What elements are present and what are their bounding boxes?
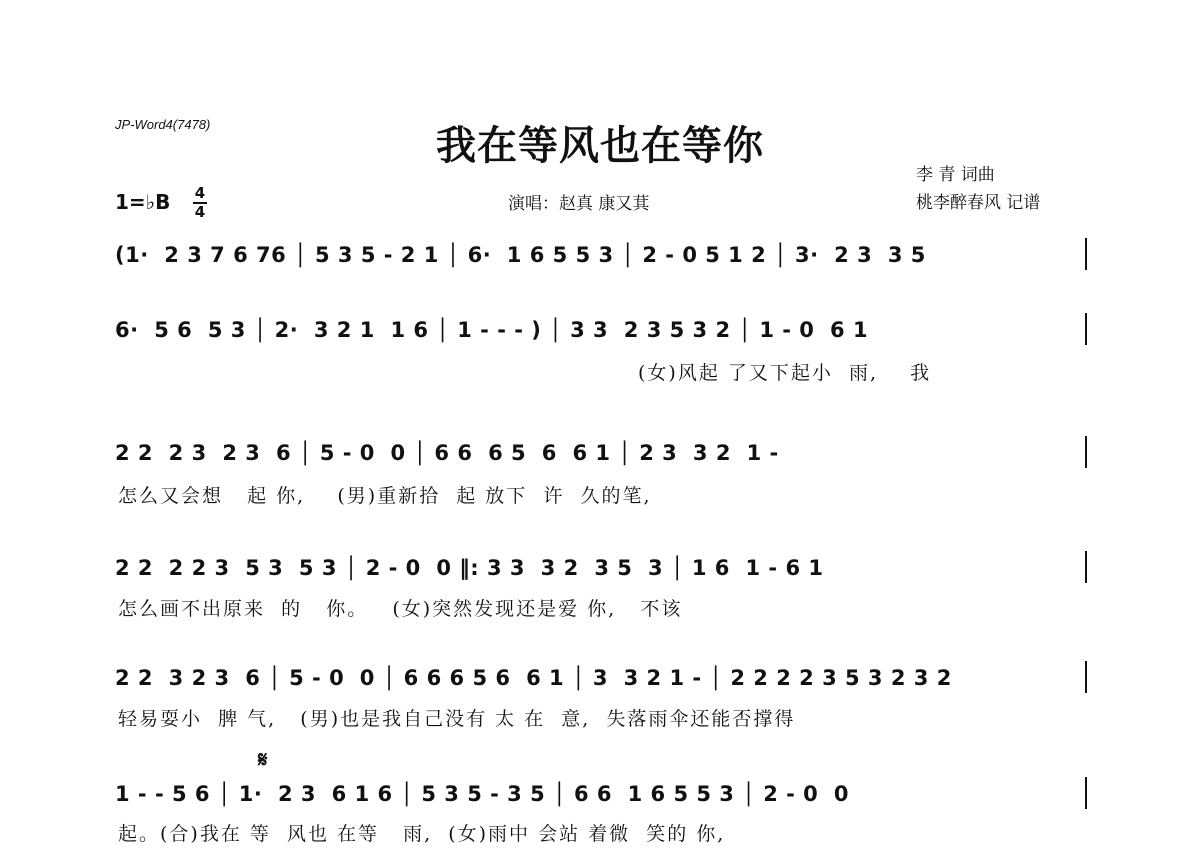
lyrics-line: 轻易耍小 脾 气, (男)也是我自己没有 太 在 意, 失落雨伞还能否撑得 xyxy=(118,708,796,730)
music-row-3 xyxy=(115,441,1087,481)
notation-line: 2 2 2 3 2 3 6 │ 5 - 0 0 │ 6 6 6 5 6 6 1 │ 2 3 3 2 1 - xyxy=(115,441,779,465)
notation-line: (1· 2 3 7 6 76 │ 5 3 5 - 2 1 │ 6· 1 6 5 5 3 │ 2 - 0 5 1 2 │ 3· 2 3 3 5 xyxy=(115,243,926,267)
end-barline xyxy=(1085,551,1087,583)
transcriber-credit: 桃李醉春风 记谱 xyxy=(916,193,1041,213)
software-tag: JP-Word4(7478) xyxy=(115,117,211,132)
lyricist-credit: 李 青 词曲 xyxy=(916,165,995,185)
end-barline xyxy=(1085,661,1087,693)
end-barline xyxy=(1085,777,1087,809)
time-denominator: 4 xyxy=(194,203,206,221)
segno-sign-icon: 𝄋 xyxy=(258,748,268,773)
notation-line: 1 - - 5 6 │ 1· 2 3 6 1 6 │ 5 3 5 - 3 5 │ 6 6 1 6 5 5 3 │ 2 - 0 0 xyxy=(115,782,849,806)
music-row-5 xyxy=(115,666,1087,706)
time-signature xyxy=(193,186,207,220)
end-barline xyxy=(1085,436,1087,468)
lyrics-line: (女)风起 了又下起小 雨, 我 xyxy=(638,362,932,384)
notation-line: 6· 5 6 5 3 │ 2· 3 2 1 1 6 │ 1 - - - ) │ 3 3 2 3 5 3 2 │ 1 - 0 6 1 xyxy=(115,318,869,342)
end-barline xyxy=(1085,313,1087,345)
notation-line: 2 2 3 2 3 6 │ 5 - 0 0 │ 6 6 6 5 6 6 1 │ 3 3 2 1 - │ 2 2 2 2 3 5 3 2 3 2 xyxy=(115,666,952,690)
music-row-2 xyxy=(115,318,1087,358)
song-title: 我在等风也在等你 xyxy=(436,122,764,169)
lyrics-line: 起。(合)我在 等 风也 在等 雨, (女)雨中 会站 着微 笑的 你, xyxy=(118,823,726,845)
music-row-1 xyxy=(115,243,1087,283)
music-row-4 xyxy=(115,556,1087,596)
music-row-6 xyxy=(115,782,1087,822)
time-numerator: 4 xyxy=(194,184,206,202)
lyrics-line: 怎么画不出原来 的 你。 (女)突然发现还是爱 你, 不该 xyxy=(118,598,683,620)
notation-line: 2 2 2 2 3 5 3 5 3 │ 2 - 0 0 ‖: 3 3 3 2 3 5 3 │ 1 6 1 - 6 1 xyxy=(115,556,824,580)
lyrics-line: 怎么又会想 起 你, (男)重新拾 起 放下 许 久的笔, xyxy=(118,485,652,507)
singers-credit: 演唱：赵真 康又萁 xyxy=(508,194,650,214)
key-signature: 1=♭B xyxy=(115,190,171,214)
end-barline xyxy=(1085,238,1087,270)
